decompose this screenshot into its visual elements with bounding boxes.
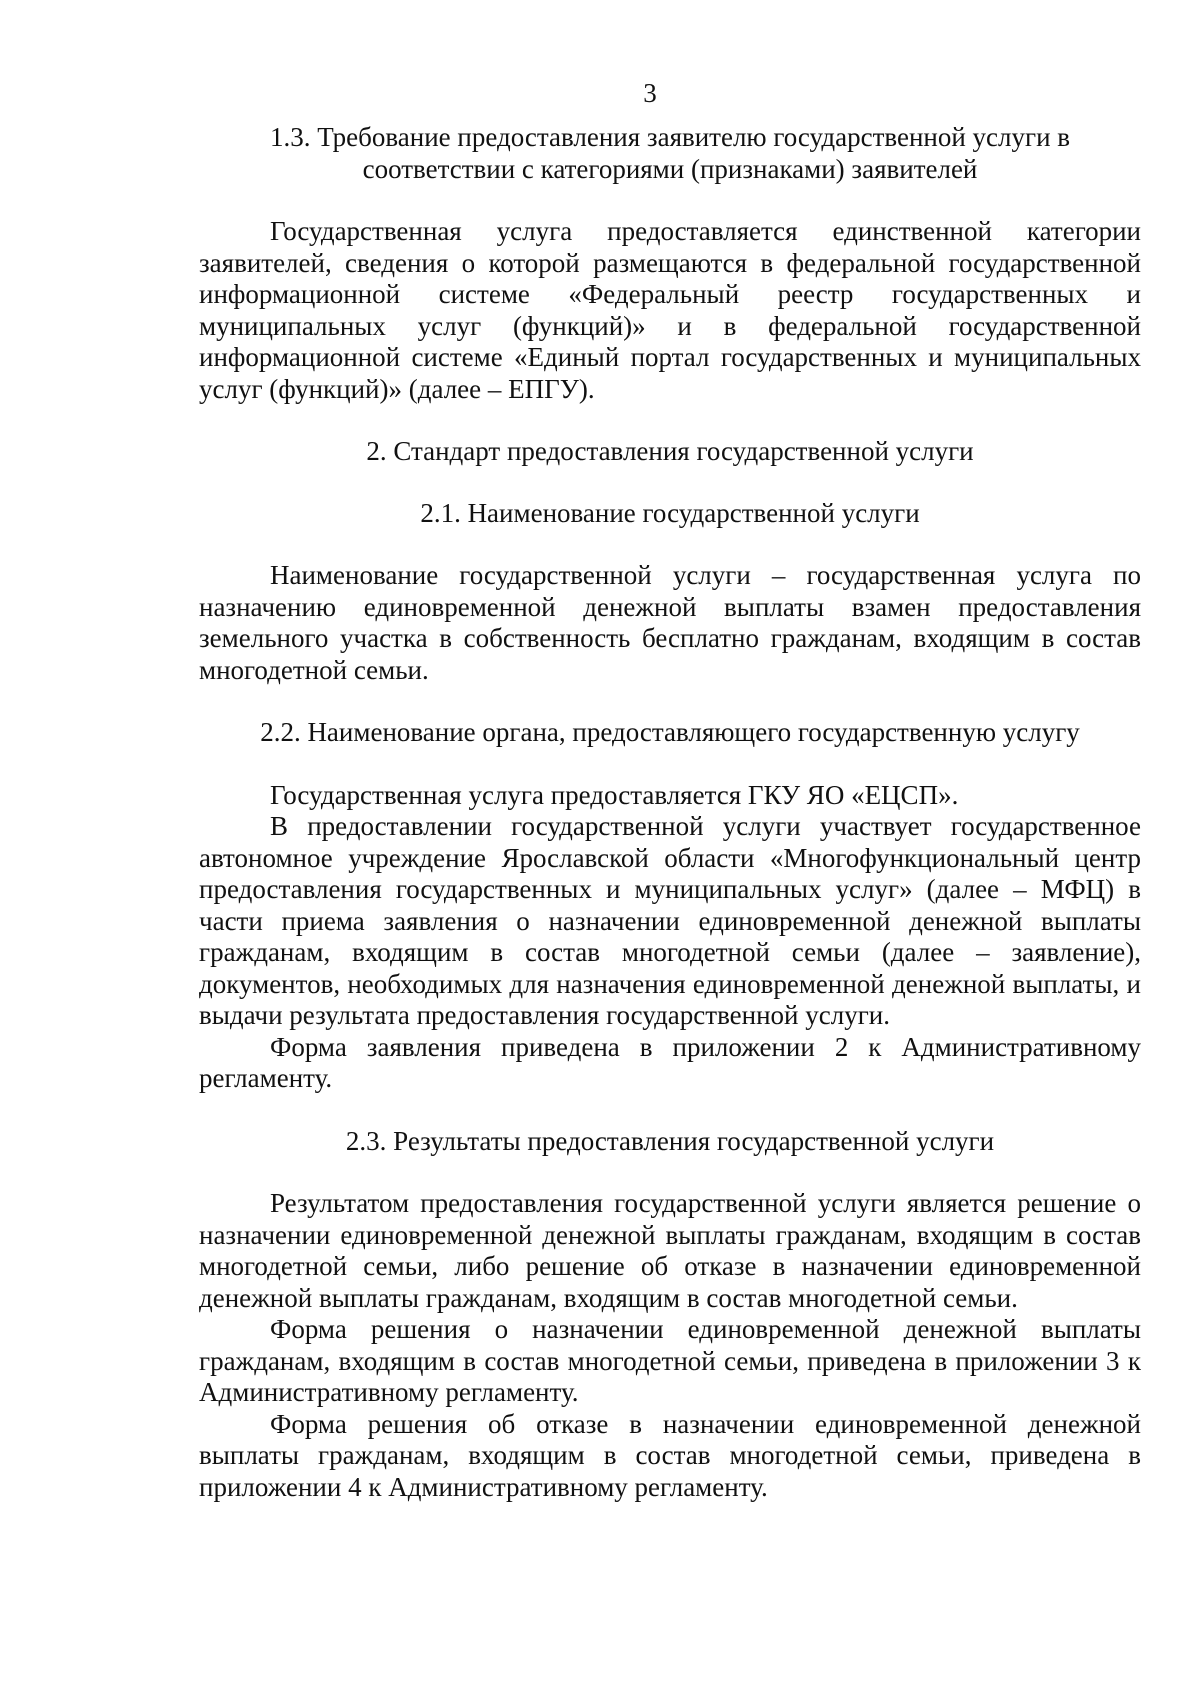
section-2-2-paragraph-3: Форма заявления приведена в приложении 2 к Административному регламенту. bbox=[199, 1031, 1141, 1093]
section-2-2-paragraph-2: В предоставлении государственной услуги участвует государственное автономное учреждение Ярославской области «Многофункциональный центр предоставления государственных и муниципальных услуг» (далее – МФЦ) в части приема заявления о назначении единовременной денежной выплаты гражданам, входящим в состав многодетной семьи (далее – заявление), документов, необходимых для назначения единовременной денежной выплаты, и выдачи результата предоставления государственной услуги. bbox=[199, 811, 1141, 1030]
document-body bbox=[199, 122, 1141, 1503]
section-2-3-paragraph-1: Результатом предоставления государственной услуги является решение о назначении единовременной денежной выплаты гражданам, входящим в состав многодетной семьи, либо решение об отказе в назначении единовременной денежной выплаты гражданам, входящим в состав многодетной семьи. bbox=[199, 1188, 1141, 1313]
section-2-1-paragraph-1: Наименование государственной услуги – государственная услуга по назначению единовременной денежной выплаты взамен предоставления земельного участка в собственность бесплатно гражданам, входящим в состав многодетной семьи. bbox=[199, 560, 1141, 685]
page-number: 3 bbox=[643, 78, 657, 108]
section-2-2-paragraph-1: Государственная услуга предоставляется ГКУ ЯО «ЕЦСП». bbox=[270, 779, 959, 810]
section-2-3-paragraph-2: Форма решения о назначении единовременной денежной выплаты гражданам, входящим в состав многодетной семьи, приведена в приложении 3 к Административному регламенту. bbox=[199, 1314, 1141, 1407]
section-2-1-heading: 2.1. Наименование государственной услуги bbox=[420, 497, 920, 528]
section-2-3-paragraph-3: Форма решения об отказе в назначении единовременной денежной выплаты гражданам, входящим в состав многодетной семьи, приведена в приложении 4 к Административному регламенту. bbox=[199, 1408, 1141, 1502]
section-2-heading: 2. Стандарт предоставления государственной услуги bbox=[366, 436, 974, 466]
section-2-2-heading: 2.2. Наименование органа, предоставляющего государственную услугу bbox=[260, 717, 1080, 747]
section-1-3-paragraph-1: Государственная услуга предоставляется единственной категории заявителей, сведения о которой размещаются в федеральной государственной информационной системе «Федеральный реестр государственных и муниципальных услуг (функций)» и в федеральной государственной информационной системе «Единый портал государственных и муниципальных услуг (функций)» (далее – ЕПГУ). bbox=[199, 216, 1141, 404]
section-2-3-heading: 2.3. Результаты предоставления государственной услуги bbox=[345, 1125, 995, 1156]
section-1-3-heading: 1.3. Требование предоставления заявителю государственной услуги в соответствии с категориями (признаками) заявителей bbox=[269, 122, 1071, 184]
